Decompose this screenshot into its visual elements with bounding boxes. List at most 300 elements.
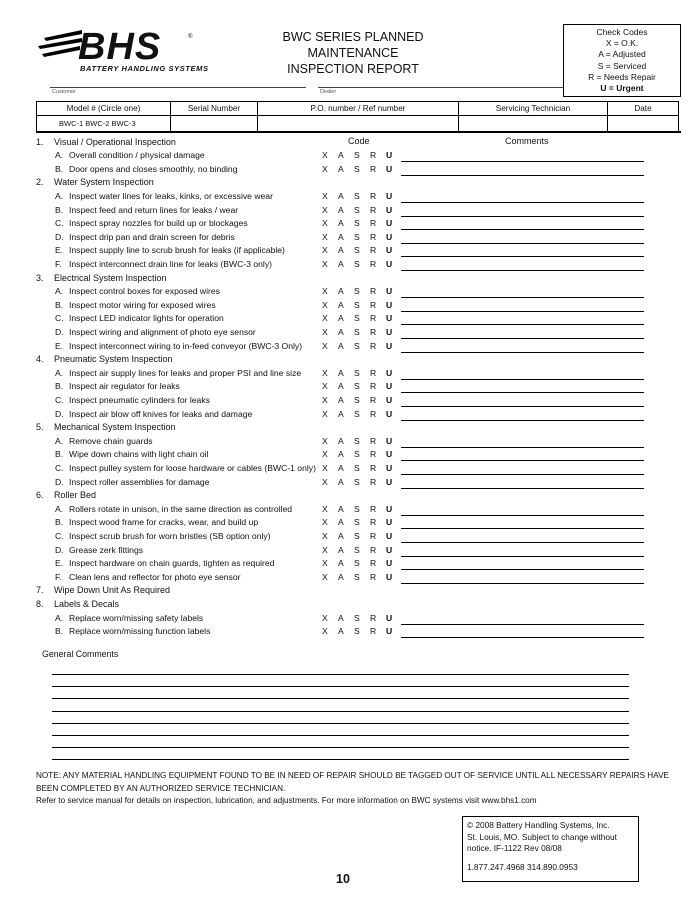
section-title: Wipe Down Unit As Required (54, 585, 171, 596)
code-option-u[interactable]: U (386, 612, 393, 623)
item-letter: D. (55, 326, 64, 337)
comment-line[interactable] (401, 515, 644, 516)
code-option-x[interactable]: X (322, 163, 328, 174)
section-number: 1. (36, 136, 44, 147)
code-option-r[interactable]: R (370, 326, 377, 337)
code-option-s[interactable]: S (354, 626, 360, 637)
code-option-a[interactable]: A (338, 626, 344, 637)
code-option-r[interactable]: R (370, 340, 377, 351)
section-heading (36, 354, 173, 364)
code-option-a[interactable]: A (338, 231, 344, 242)
code-option-s[interactable]: S (354, 313, 360, 324)
comment-line[interactable] (401, 583, 644, 584)
code-option-u[interactable]: U (386, 530, 393, 541)
comment-line[interactable] (401, 406, 644, 407)
serial-number-field[interactable] (171, 116, 258, 132)
code-option-a[interactable]: A (338, 218, 344, 229)
code-option-s[interactable]: S (354, 150, 360, 161)
code-option-s[interactable]: S (354, 558, 360, 569)
checklist-item (55, 205, 238, 215)
code-option-a[interactable]: A (338, 381, 344, 392)
code-option-u[interactable]: U (386, 462, 393, 473)
code-option-a[interactable]: A (338, 530, 344, 541)
registered-mark: ® (188, 34, 193, 40)
section-number: 3. (36, 272, 44, 283)
code-option-r[interactable]: R (370, 571, 377, 582)
code-option-u[interactable]: U (386, 299, 393, 310)
code-option-u[interactable]: U (386, 258, 393, 269)
item-text: Inspect air supply lines for leaks and proper PSI and line size (69, 367, 302, 378)
code-option-x[interactable]: X (322, 231, 328, 242)
code-options (322, 409, 402, 419)
code-option-u[interactable]: U (386, 340, 393, 351)
code-option-s[interactable]: S (354, 218, 360, 229)
checklist-item (55, 531, 271, 541)
code-option-r[interactable]: R (370, 530, 377, 541)
code-option-r[interactable]: R (370, 286, 377, 297)
item-letter: B. (55, 381, 64, 392)
code-option-s[interactable]: S (354, 462, 360, 473)
code-option-x[interactable]: X (322, 394, 328, 405)
checklist-item (55, 286, 220, 296)
item-letter: D. (55, 231, 64, 242)
code-option-s[interactable]: S (354, 286, 360, 297)
item-letter: D. (55, 408, 64, 419)
code-option-s[interactable]: S (354, 503, 360, 514)
code-option-u[interactable]: U (386, 408, 393, 419)
section-heading (36, 273, 167, 283)
general-comment-line[interactable] (52, 686, 629, 687)
code-option-x[interactable]: X (322, 558, 328, 569)
code-option-r[interactable]: R (370, 190, 377, 201)
code-option-x[interactable]: X (322, 612, 328, 623)
comment-line[interactable] (401, 311, 644, 312)
code-options (322, 572, 402, 582)
code-option-s[interactable]: S (354, 326, 360, 337)
checklist-item (55, 436, 153, 446)
item-text: Wipe down chains with light chain oil (69, 449, 209, 460)
code-option-s[interactable]: S (354, 517, 360, 528)
section-number: 6. (36, 490, 44, 501)
code-option-a[interactable]: A (338, 340, 344, 351)
code-option-u[interactable]: U (386, 231, 393, 242)
code-option-s[interactable]: S (354, 367, 360, 378)
item-letter: E. (55, 340, 64, 351)
column-header: Servicing Technician (459, 102, 608, 116)
comment-line[interactable] (401, 270, 644, 271)
copyright-line: St. Louis, MO. Subject to change without (467, 831, 617, 842)
code-option-u[interactable]: U (386, 517, 393, 528)
code-option-r[interactable]: R (370, 367, 377, 378)
code-option-x[interactable]: X (322, 313, 328, 324)
item-text: Grease zerk fittings (69, 544, 144, 555)
code-option-r[interactable]: R (370, 408, 377, 419)
general-comments-label: General Comments (42, 649, 119, 659)
code-option-u[interactable]: U (386, 313, 393, 324)
code-option-s[interactable]: S (354, 394, 360, 405)
comment-line[interactable] (401, 447, 644, 448)
code-option-a[interactable]: A (338, 558, 344, 569)
code-option-x[interactable]: X (322, 367, 328, 378)
code-options (322, 613, 402, 623)
code-option-s[interactable]: S (354, 435, 360, 446)
code-option-r[interactable]: R (370, 313, 377, 324)
code-options (322, 517, 402, 527)
checklist-item (55, 218, 248, 228)
section-heading (36, 177, 154, 187)
comment-line[interactable] (401, 161, 644, 162)
code-option-x[interactable]: X (322, 449, 328, 460)
comment-line[interactable] (401, 392, 644, 393)
column-header: P.O. number / Ref number (258, 102, 459, 116)
code-option-x[interactable]: X (322, 408, 328, 419)
item-letter: C. (55, 313, 64, 324)
code-option-s[interactable]: S (354, 245, 360, 256)
comment-line[interactable] (401, 202, 644, 203)
code-option-u[interactable]: U (386, 245, 393, 256)
code-option-a[interactable]: A (338, 245, 344, 256)
item-letter: A. (55, 150, 64, 161)
comment-line[interactable] (401, 556, 644, 557)
item-letter: A. (55, 435, 64, 446)
code-option-s[interactable]: S (354, 163, 360, 174)
section-heading (36, 599, 119, 609)
checklist-item (55, 409, 252, 419)
code-option-a[interactable]: A (338, 190, 344, 201)
code-option-a[interactable]: A (338, 204, 344, 215)
code-option-a[interactable]: A (338, 435, 344, 446)
code-option-a[interactable]: A (338, 286, 344, 297)
comment-line[interactable] (401, 243, 644, 244)
item-letter: B. (55, 204, 64, 215)
code-options (322, 232, 402, 242)
code-option-s[interactable]: S (354, 340, 360, 351)
code-option-r[interactable]: R (370, 394, 377, 405)
note-line: BEEN COMPLETED BY AN AUTHORIZED SERVICE TECHNICIAN. (36, 783, 286, 793)
technician-field[interactable] (459, 116, 608, 132)
code-option-s[interactable]: S (354, 408, 360, 419)
code-option-s[interactable]: S (354, 204, 360, 215)
code-option-u[interactable]: U (386, 367, 393, 378)
code-options (322, 259, 402, 269)
code-option-r[interactable]: R (370, 381, 377, 392)
code-option-s[interactable]: S (354, 571, 360, 582)
code-option-r[interactable]: R (370, 612, 377, 623)
section-title: Mechanical System Inspection (54, 422, 176, 433)
code-option-a[interactable]: A (338, 367, 344, 378)
checklist-item (55, 449, 208, 459)
code-option-s[interactable]: S (354, 231, 360, 242)
code-option-u[interactable]: U (386, 449, 393, 460)
code-option-u[interactable]: U (386, 558, 393, 569)
date-field[interactable] (608, 116, 679, 132)
code-option-u[interactable]: U (386, 544, 393, 555)
general-comment-line[interactable] (52, 711, 629, 712)
checklist-item (55, 245, 285, 255)
code-option-x[interactable]: X (322, 626, 328, 637)
code-option-r[interactable]: R (370, 258, 377, 269)
code-option-s[interactable]: S (354, 190, 360, 201)
comment-line[interactable] (401, 297, 644, 298)
code-option-r[interactable]: R (370, 503, 377, 514)
code-option-x[interactable]: X (322, 340, 328, 351)
code-option-x[interactable]: X (322, 299, 328, 310)
comment-line[interactable] (401, 420, 644, 421)
general-comment-line[interactable] (52, 735, 629, 736)
checklist-item (55, 191, 273, 201)
checklist-item (55, 150, 205, 160)
title-line-1: BWC SERIES PLANNED MAINTENANCE (282, 30, 424, 60)
code-option-a[interactable]: A (338, 612, 344, 623)
code-option-x[interactable]: X (322, 326, 328, 337)
code-option-a[interactable]: A (338, 476, 344, 487)
comment-line[interactable] (401, 474, 644, 475)
item-text: Replace worn/missing safety labels (69, 612, 204, 623)
logo-subtext: BATTERY HANDLING SYSTEMS (80, 64, 209, 73)
code-options (322, 164, 402, 174)
general-comment-line[interactable] (52, 759, 629, 760)
code-option-s[interactable]: S (354, 530, 360, 541)
comment-line[interactable] (401, 528, 644, 529)
general-comment-line[interactable] (52, 674, 629, 675)
code-options (322, 558, 402, 568)
checklist-item (55, 613, 203, 623)
item-text: Inspect interconnect wiring to in-feed conveyor (BWC-3 Only) (69, 340, 303, 351)
comment-line[interactable] (401, 460, 644, 461)
checklist-item (55, 517, 258, 527)
model-choices[interactable]: BWC-1 BWC-2 BWC-3 (37, 116, 171, 132)
code-option-u[interactable]: U (386, 571, 393, 582)
code-options (322, 327, 402, 337)
item-letter: D. (55, 476, 64, 487)
comment-line[interactable] (401, 569, 644, 570)
code-option-u[interactable]: U (386, 326, 393, 337)
code-option-r[interactable]: R (370, 449, 377, 460)
code-option-a[interactable]: A (338, 408, 344, 419)
checklist-item (55, 368, 301, 378)
item-letter: B. (55, 517, 64, 528)
item-text: Inspect LED indicator lights for operation (69, 313, 224, 324)
comment-line[interactable] (401, 216, 644, 217)
code-option-x[interactable]: X (322, 571, 328, 582)
code-option-a[interactable]: A (338, 313, 344, 324)
code-option-r[interactable]: R (370, 163, 377, 174)
comment-line[interactable] (401, 324, 644, 325)
item-text: Inspect hardware on chain guards, tighten as required (69, 558, 275, 569)
code-option-a[interactable]: A (338, 544, 344, 555)
code-option-u[interactable]: U (386, 626, 393, 637)
section-heading (36, 585, 170, 595)
code-option-x[interactable]: X (322, 204, 328, 215)
code-option-r[interactable]: R (370, 462, 377, 473)
code-option-s[interactable]: S (354, 258, 360, 269)
section-title: Labels & Decals (54, 598, 120, 609)
code-options (322, 313, 402, 323)
item-text: Inspect pulley system for loose hardware or cables (BWC-1 only) (69, 462, 316, 473)
code-option-r[interactable]: R (370, 558, 377, 569)
code-option-s[interactable]: S (354, 449, 360, 460)
item-text: Inspect wiring and alignment of photo eye sensor (69, 326, 256, 337)
item-letter: A. (55, 612, 64, 623)
code-option-r[interactable]: R (370, 245, 377, 256)
code-option-a[interactable]: A (338, 163, 344, 174)
code-option-a[interactable]: A (338, 150, 344, 161)
code-option-u[interactable]: U (386, 503, 393, 514)
code-option-r[interactable]: R (370, 626, 377, 637)
code-option-u[interactable]: U (386, 163, 393, 174)
section-heading (36, 137, 176, 147)
comment-line[interactable] (401, 624, 644, 625)
item-text: Overall condition / physical damage (69, 150, 205, 161)
item-text: Inspect spray nozzles for build up or blockages (69, 218, 248, 229)
code-option-x[interactable]: X (322, 190, 328, 201)
code-option-x[interactable]: X (322, 258, 328, 269)
comment-line[interactable] (401, 229, 644, 230)
checklist-item (55, 395, 210, 405)
item-letter: C. (55, 218, 64, 229)
section-title: Pneumatic System Inspection (54, 354, 173, 365)
code-option-r[interactable]: R (370, 517, 377, 528)
code-option-a[interactable]: A (338, 394, 344, 405)
code-option-a[interactable]: A (338, 571, 344, 582)
code-option-x[interactable]: X (322, 218, 328, 229)
section-number: 8. (36, 598, 44, 609)
code-option-r[interactable]: R (370, 435, 377, 446)
checklist-item (55, 545, 143, 555)
item-text: Inspect wood frame for cracks, wear, and build up (69, 517, 259, 528)
item-letter: F. (55, 258, 62, 269)
code-option-x[interactable]: X (322, 286, 328, 297)
code-option-u[interactable]: U (386, 150, 393, 161)
item-letter: A. (55, 190, 64, 201)
phone-numbers: 1.877.247.4968 314.890.0953 (467, 861, 578, 872)
code-option-x[interactable]: X (322, 245, 328, 256)
item-text: Inspect roller assemblies for damage (69, 476, 210, 487)
comment-line[interactable] (401, 637, 644, 638)
general-comment-line[interactable] (52, 723, 629, 724)
code-option-s[interactable]: S (354, 381, 360, 392)
code-option-u[interactable]: U (386, 435, 393, 446)
code-option-a[interactable]: A (338, 462, 344, 473)
item-letter: B. (55, 299, 64, 310)
code-option-x[interactable]: X (322, 150, 328, 161)
item-text: Inspect pneumatic cylinders for leaks (69, 394, 210, 405)
comment-line[interactable] (401, 338, 644, 339)
item-letter: D. (55, 544, 64, 555)
general-comment-line[interactable] (52, 698, 629, 699)
code-option-x[interactable]: X (322, 517, 328, 528)
column-header: Serial Number (171, 102, 258, 116)
code-option-s[interactable]: S (354, 299, 360, 310)
note-line: Refer to service manual for details on inspection, lubrication, and adjustments. For more information on BWC systems visit www.bhs1.com (36, 796, 537, 805)
code-option-a[interactable]: A (338, 517, 344, 528)
po-number-field[interactable] (258, 116, 459, 132)
section-title: Visual / Operational Inspection (54, 136, 176, 147)
code-option-x[interactable]: X (322, 476, 328, 487)
code-option-a[interactable]: A (338, 326, 344, 337)
column-header: Model # (Circle one) (37, 102, 171, 116)
code-option-x[interactable]: X (322, 530, 328, 541)
code-option-u[interactable]: U (386, 218, 393, 229)
code-options (322, 626, 402, 636)
checklist-item (55, 313, 224, 323)
code-option-a[interactable]: A (338, 503, 344, 514)
comment-line[interactable] (401, 542, 644, 543)
item-text: Inspect scrub brush for worn bristles (SB option only) (69, 530, 271, 541)
code-option-u[interactable]: U (386, 286, 393, 297)
comment-line[interactable] (401, 175, 644, 176)
code-option-s[interactable]: S (354, 476, 360, 487)
code-option-x[interactable]: X (322, 462, 328, 473)
comment-line[interactable] (401, 379, 644, 380)
code-option-s[interactable]: S (354, 612, 360, 623)
general-comment-line[interactable] (52, 747, 629, 748)
section-heading (36, 422, 176, 432)
code-options (322, 531, 402, 541)
code-option-r[interactable]: R (370, 544, 377, 555)
item-text: Inspect air regulator for leaks (69, 381, 180, 392)
code-option-r[interactable]: R (370, 218, 377, 229)
comment-line[interactable] (401, 256, 644, 257)
code-option-r[interactable]: R (370, 204, 377, 215)
code-options (322, 341, 402, 351)
title-line-2: INSPECTION REPORT (287, 62, 419, 76)
item-text: Inspect control boxes for exposed wires (69, 286, 220, 297)
code-options (322, 477, 402, 487)
code-option-u[interactable]: U (386, 190, 393, 201)
code-option-x[interactable]: X (322, 544, 328, 555)
code-option-r[interactable]: R (370, 231, 377, 242)
dealer-field[interactable] (318, 87, 563, 88)
legend-heading: Check Codes (596, 27, 648, 37)
item-text: Inspect drip pan and drain screen for debris (69, 231, 235, 242)
legend-code: X = O.K. (605, 38, 639, 49)
section-number: 5. (36, 422, 44, 433)
code-option-u[interactable]: U (386, 476, 393, 487)
item-text: Inspect feed and return lines for leaks / wear (69, 204, 239, 215)
comment-line[interactable] (401, 488, 644, 489)
code-options (322, 449, 402, 459)
item-text: Inspect water lines for leaks, kinks, or excessive wear (69, 190, 273, 201)
code-option-u[interactable]: U (386, 394, 393, 405)
code-option-a[interactable]: A (338, 258, 344, 269)
page-number: 10 (336, 872, 350, 886)
code-option-r[interactable]: R (370, 476, 377, 487)
code-option-u[interactable]: U (386, 381, 393, 392)
code-option-x[interactable]: X (322, 503, 328, 514)
code-option-a[interactable]: A (338, 449, 344, 460)
code-option-x[interactable]: X (322, 381, 328, 392)
code-options (322, 368, 402, 378)
code-options (322, 395, 402, 405)
code-options (322, 245, 402, 255)
item-letter: E. (55, 245, 64, 256)
code-options (322, 504, 402, 514)
code-option-u[interactable]: U (386, 204, 393, 215)
code-option-a[interactable]: A (338, 299, 344, 310)
code-option-r[interactable]: R (370, 150, 377, 161)
code-option-r[interactable]: R (370, 299, 377, 310)
bhs-logo (38, 22, 213, 74)
code-option-s[interactable]: S (354, 544, 360, 555)
item-letter: C. (55, 530, 64, 541)
customer-label: Customer (52, 89, 76, 95)
comment-line[interactable] (401, 352, 644, 353)
customer-field[interactable] (50, 87, 306, 88)
code-option-x[interactable]: X (322, 435, 328, 446)
code-options (322, 191, 402, 201)
copyright-line: © 2008 Battery Handling Systems, Inc. (467, 820, 610, 830)
